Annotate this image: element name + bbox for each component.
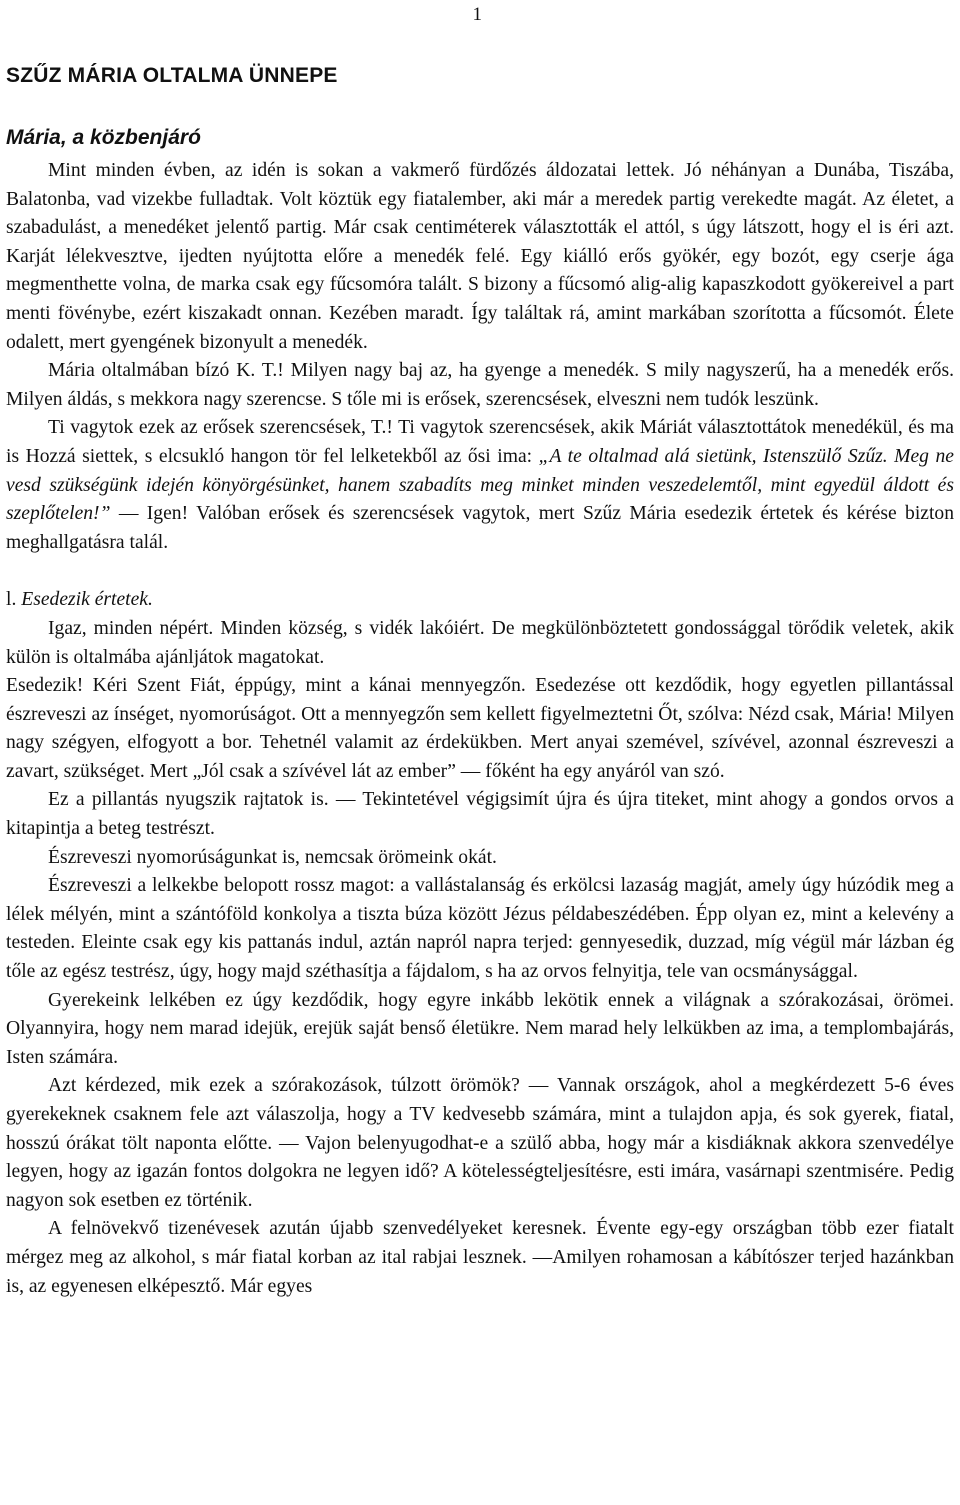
section-heading-text: Esedezik értetek. [21, 589, 153, 611]
page-title: SZŰZ MÁRIA OLTALMA ÜNNEPE [6, 64, 338, 87]
paragraph-prayer [6, 414, 954, 557]
page-number: 1 [472, 4, 482, 25]
section-heading [6, 586, 954, 615]
paragraph: Mária oltalmában bízó K. T.! Milyen nagy baj az, ha gyenge a menedék. S mily nagyszerű, ha a menedék erős. Milyen áldás, s mekkora nagy szerencse. S tőle mi is erősek, szerencsések, elveszni nem tudók leszünk. [6, 360, 954, 410]
prayer-outro: ― Igen! Valóban erősek és szerencsések vagytok, mert Szűz Mária esedezik értetek és kérése bizton meghallgatásra talál. [6, 503, 954, 553]
body-text [6, 157, 954, 1301]
paragraph: Észreveszi a lelkekbe belopott rossz magot: a vallástalanság és erkölcsi lazaság magját, amely úgy húzódik meg a lélek mélyén, mint a szántóföld konkolya a tiszta búza között Jézus példabeszédében. Épp olyan ez, mint a kelevény a testeden. Eleinte csak egy kis pattanás indul, aztán napról napra terjed: gennyesedik, duzzad, míg végül már lázban ég tőle az egész testrész, úgy, hogy majd széthasítja a fájdalom, s ha az orvos felnyitja, tele van ocsmánysággal. [6, 875, 954, 983]
prayer-intro: Ti vagytok ezek az erősek szerencsések, T.! Ti vagytok szerencsések, akik Máriát választottátok menedékül, és ma is Hozzá siettek, s elcsukló hangon tör fel lelketekből az ősi ima: [6, 417, 954, 467]
section-subtitle: Mária, a közbenjáró [6, 126, 201, 149]
paragraph: A felnövekvő tizenévesek azután újabb szenvedélyeket keresnek. Évente egy-egy országban több ezer fiatalt mérgez meg az alkohol, s már fiatal korban az ital rabjai lesznek. ―Amilyen rohamosan a kábítószer terjed hazánkban is, az egyenesen elképesztő. Már egyes [6, 1218, 954, 1297]
paragraph: Mint minden évben, az idén is sokan a vakmerő fürdőzés áldozatai lettek. Jó néhányan a Dunába, Tiszába, Balatonba, vad vizekbe fulladtak. Volt köztük egy fiatalember, aki már a meredek partig verekedte magát. Az életet, a szabadulást, a menedéket jelentő partig. Már csak centiméterek választották el attól, s úgy látszott, hogy el is éri azt. Karját lélekvesztve, ijedten nyújtotta előre a menedék felé. Egy kiálló erős gyökér, egy bozót, egy cserje ága megmenthette volna, de marka csak egy fűcsomóra talált. S bizony a fűcsomó alig-alig kapaszkodott gyökereivel a part menti fövénybe, ezért kiszakadt onnan. Kezében maradt. Így találtak rá, amint markában szorította a fűcsomót. Élete odalett, mert gyengének bizonyult a menedék. [6, 160, 954, 353]
paragraph: Azt kérdezed, mik ezek a szórakozások, túlzott örömök? ― Vannak országok, ahol a megkérdezett 5-6 éves gyerekeknek csaknem fele azt válaszolja, hogy a TV kedvesebb számára, mint a tulajdon apja, és sok gyerek, fiatal, hosszú órákat tölt naponta előtte. ― Vajon belenyugodhat-e a szülő abba, hogy már a kisdiáknak akkora szenvedélye legyen, hogy az igazán fontos dolgokra ne legyen idő? A kötelességteljesítésre, esti imára, vasárnapi szentmisére. Pedig nagyon sok esetben ez történik. [6, 1075, 954, 1211]
paragraph: Esedezik! Kéri Szent Fiát, éppúgy, mint a kánai mennyegzőn. Esedezése ott kezdődik, hogy egyetlen pillantással észreveszi az ínséget, nyomorúságot. Ott a mennyegzőn sem kellett figyelmeztetni Őt, szólva: Nézd csak, Mária! Milyen nagy szégyen, elfogyott a bor. Tehetnél valamit az érdekükben. Mert anyai szemével, szívével, azonnal észreveszi a zavart, szükséget. Mert „Jól csak a szívével lát az ember” ― főként ha egy anyáról van szó. [6, 675, 954, 782]
section-number: l. [6, 589, 22, 611]
paragraph: Igaz, minden népért. Minden község, s vidék lakóiért. De megkülönböztetett gondossággal törődik veletek, akik külön is oltalmába ajánljátok magatokat. [6, 617, 954, 668]
paragraph: Észreveszi nyomorúságunkat is, nemcsak örömeink okát. [48, 846, 497, 868]
prayer-quote: „A te oltalmad alá sietünk, Istenszülő Szűz. Meg ne vesd szükségünk idején könyörgésünket, hanem szabadíts meg minket minden veszedelemtől, mint egyedül áldott és szeplőtelen!” [6, 445, 955, 525]
paragraph: Gyerekeink lelkében ez úgy kezdődik, hogy egyre inkább lekötik ennek a világnak a szórakozásai, örömei. Olyannyira, hogy nem marad idejük, erejük saját benső életükre. Nem marad hely lelkükben az ima, a templombajárás, Isten számára. [6, 989, 954, 1068]
paragraph: Ez a pillantás nyugszik rajtatok is. ― Tekintetével végigsimít újra és újra titeket, mint ahogy a gondos orvos a kitapintja a beteg testrészt. [6, 789, 954, 840]
